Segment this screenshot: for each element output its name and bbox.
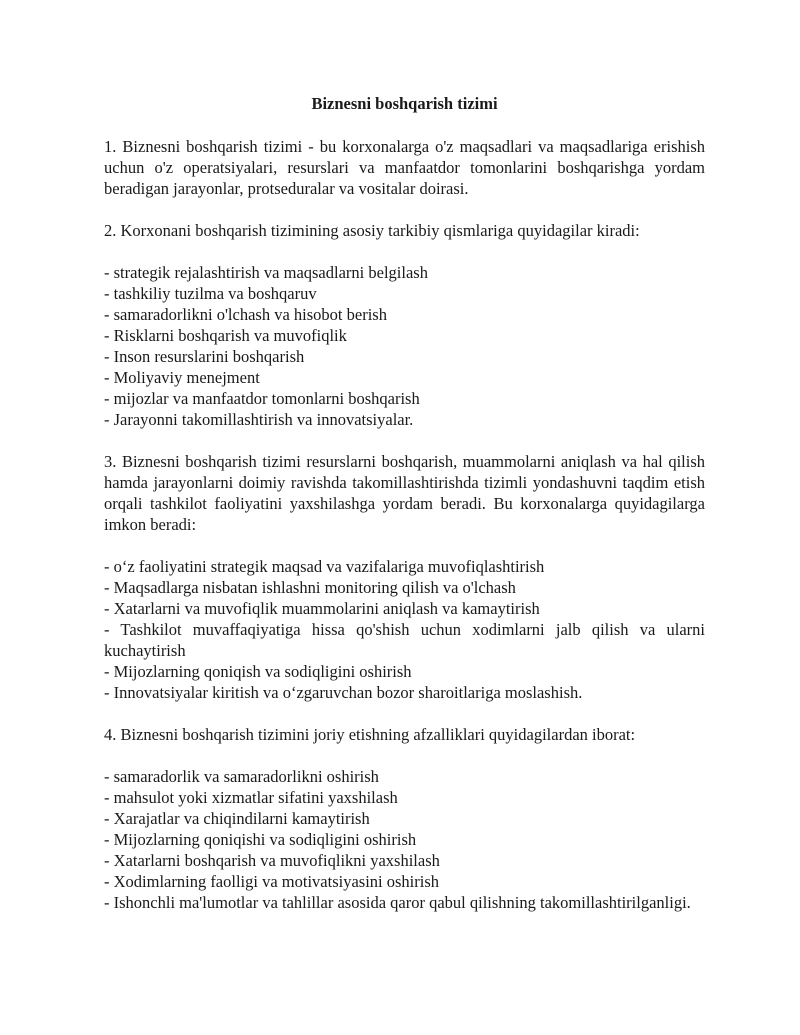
list-item: - mahsulot yoki xizmatlar sifatini yaxshilash: [104, 788, 398, 807]
components-list: [104, 262, 705, 430]
list-item: - Innovatsiyalar kiritish va o‘zgaruvchan bozor sharoitlariga moslashish.: [104, 683, 583, 702]
paragraph-components-intro: [104, 220, 705, 241]
list-item: - samaradorlik va samaradorlikni oshirish: [104, 767, 379, 786]
list-item: - Inson resurslarini boshqarish: [104, 347, 305, 366]
list-item: - Maqsadlarga nisbatan ishlashni monitoring qilish va o'lchash: [104, 578, 516, 597]
list-item: - o‘z faoliyatini strategik maqsad va vazifalariga muvofiqlashtirish: [104, 557, 545, 576]
advantages-list: [104, 766, 705, 913]
list-item: - Moliyaviy menejment: [104, 368, 260, 387]
paragraph-text: 3. Biznesni boshqarish tizimi resurslarni boshqarish, muammolarni aniqlash va hal qilish hamda jarayonlarni doimiy ravishda takomillashtirishda tizimli yondashuvni taqdim etish orqali tashkilot faoliyatini yaxshilashga yordam beradi. Bu korxonalarga quyidagilarga imkon beradi:: [104, 452, 705, 534]
capabilities-list: [104, 556, 705, 703]
list-item: - Jarayonni takomillashtirish va innovatsiyalar.: [104, 410, 414, 429]
list-item: - Xatarlarni va muvofiqlik muammolarini aniqlash va kamaytirish: [104, 599, 540, 618]
list-item: - tashkiliy tuzilma va boshqaruv: [104, 284, 317, 303]
paragraph-benefits-intro: [104, 451, 705, 535]
paragraph-definition: [104, 136, 705, 199]
list-item: - Xarajatlar va chiqindilarni kamaytirish: [104, 809, 370, 828]
document-title: Biznesni boshqarish tizimi: [311, 94, 498, 113]
list-item: - strategik rejalashtirish va maqsadlarni belgilash: [104, 263, 428, 282]
list-item: - Tashkilot muvaffaqiyatiga hissa qo'shish uchun xodimlarni jalb qilish va ularni kuchaytirish: [104, 620, 705, 660]
list-item: - Mijozlarning qoniqish va sodiqligini oshirish: [104, 662, 412, 681]
list-item: - mijozlar va manfaatdor tomonlarni boshqarish: [104, 389, 420, 408]
list-item: - samaradorlikni o'lchash va hisobot berish: [104, 305, 387, 324]
paragraph-text: 1. Biznesni boshqarish tizimi - bu korxonalarga o'z maqsadlari va maqsadlariga erishish uchun o'z operatsiyalari, resurslari va manfaatdor tomonlarini boshqarishga yordam beradigan jarayonlar, protseduralar va vositalar doirasi.: [104, 137, 705, 198]
list-item: - Risklarni boshqarish va muvofiqlik: [104, 326, 347, 345]
list-item: - Xatarlarni boshqarish va muvofiqlikni yaxshilash: [104, 851, 440, 870]
paragraph-text: 4. Biznesni boshqarish tizimini joriy etishning afzalliklari quyidagilardan iborat:: [104, 725, 636, 744]
paragraph-text: 2. Korxonani boshqarish tizimining asosiy tarkibiy qismlariga quyidagilar kiradi:: [104, 221, 640, 240]
paragraph-advantages-intro: [104, 724, 705, 745]
list-item: - Xodimlarning faolligi va motivatsiyasini oshirish: [104, 872, 440, 891]
list-item: - Ishonchli ma'lumotlar va tahlillar asosida qaror qabul qilishning takomillashtirilganligi.: [104, 893, 691, 912]
list-item: - Mijozlarning qoniqishi va sodiqligini oshirish: [104, 830, 417, 849]
